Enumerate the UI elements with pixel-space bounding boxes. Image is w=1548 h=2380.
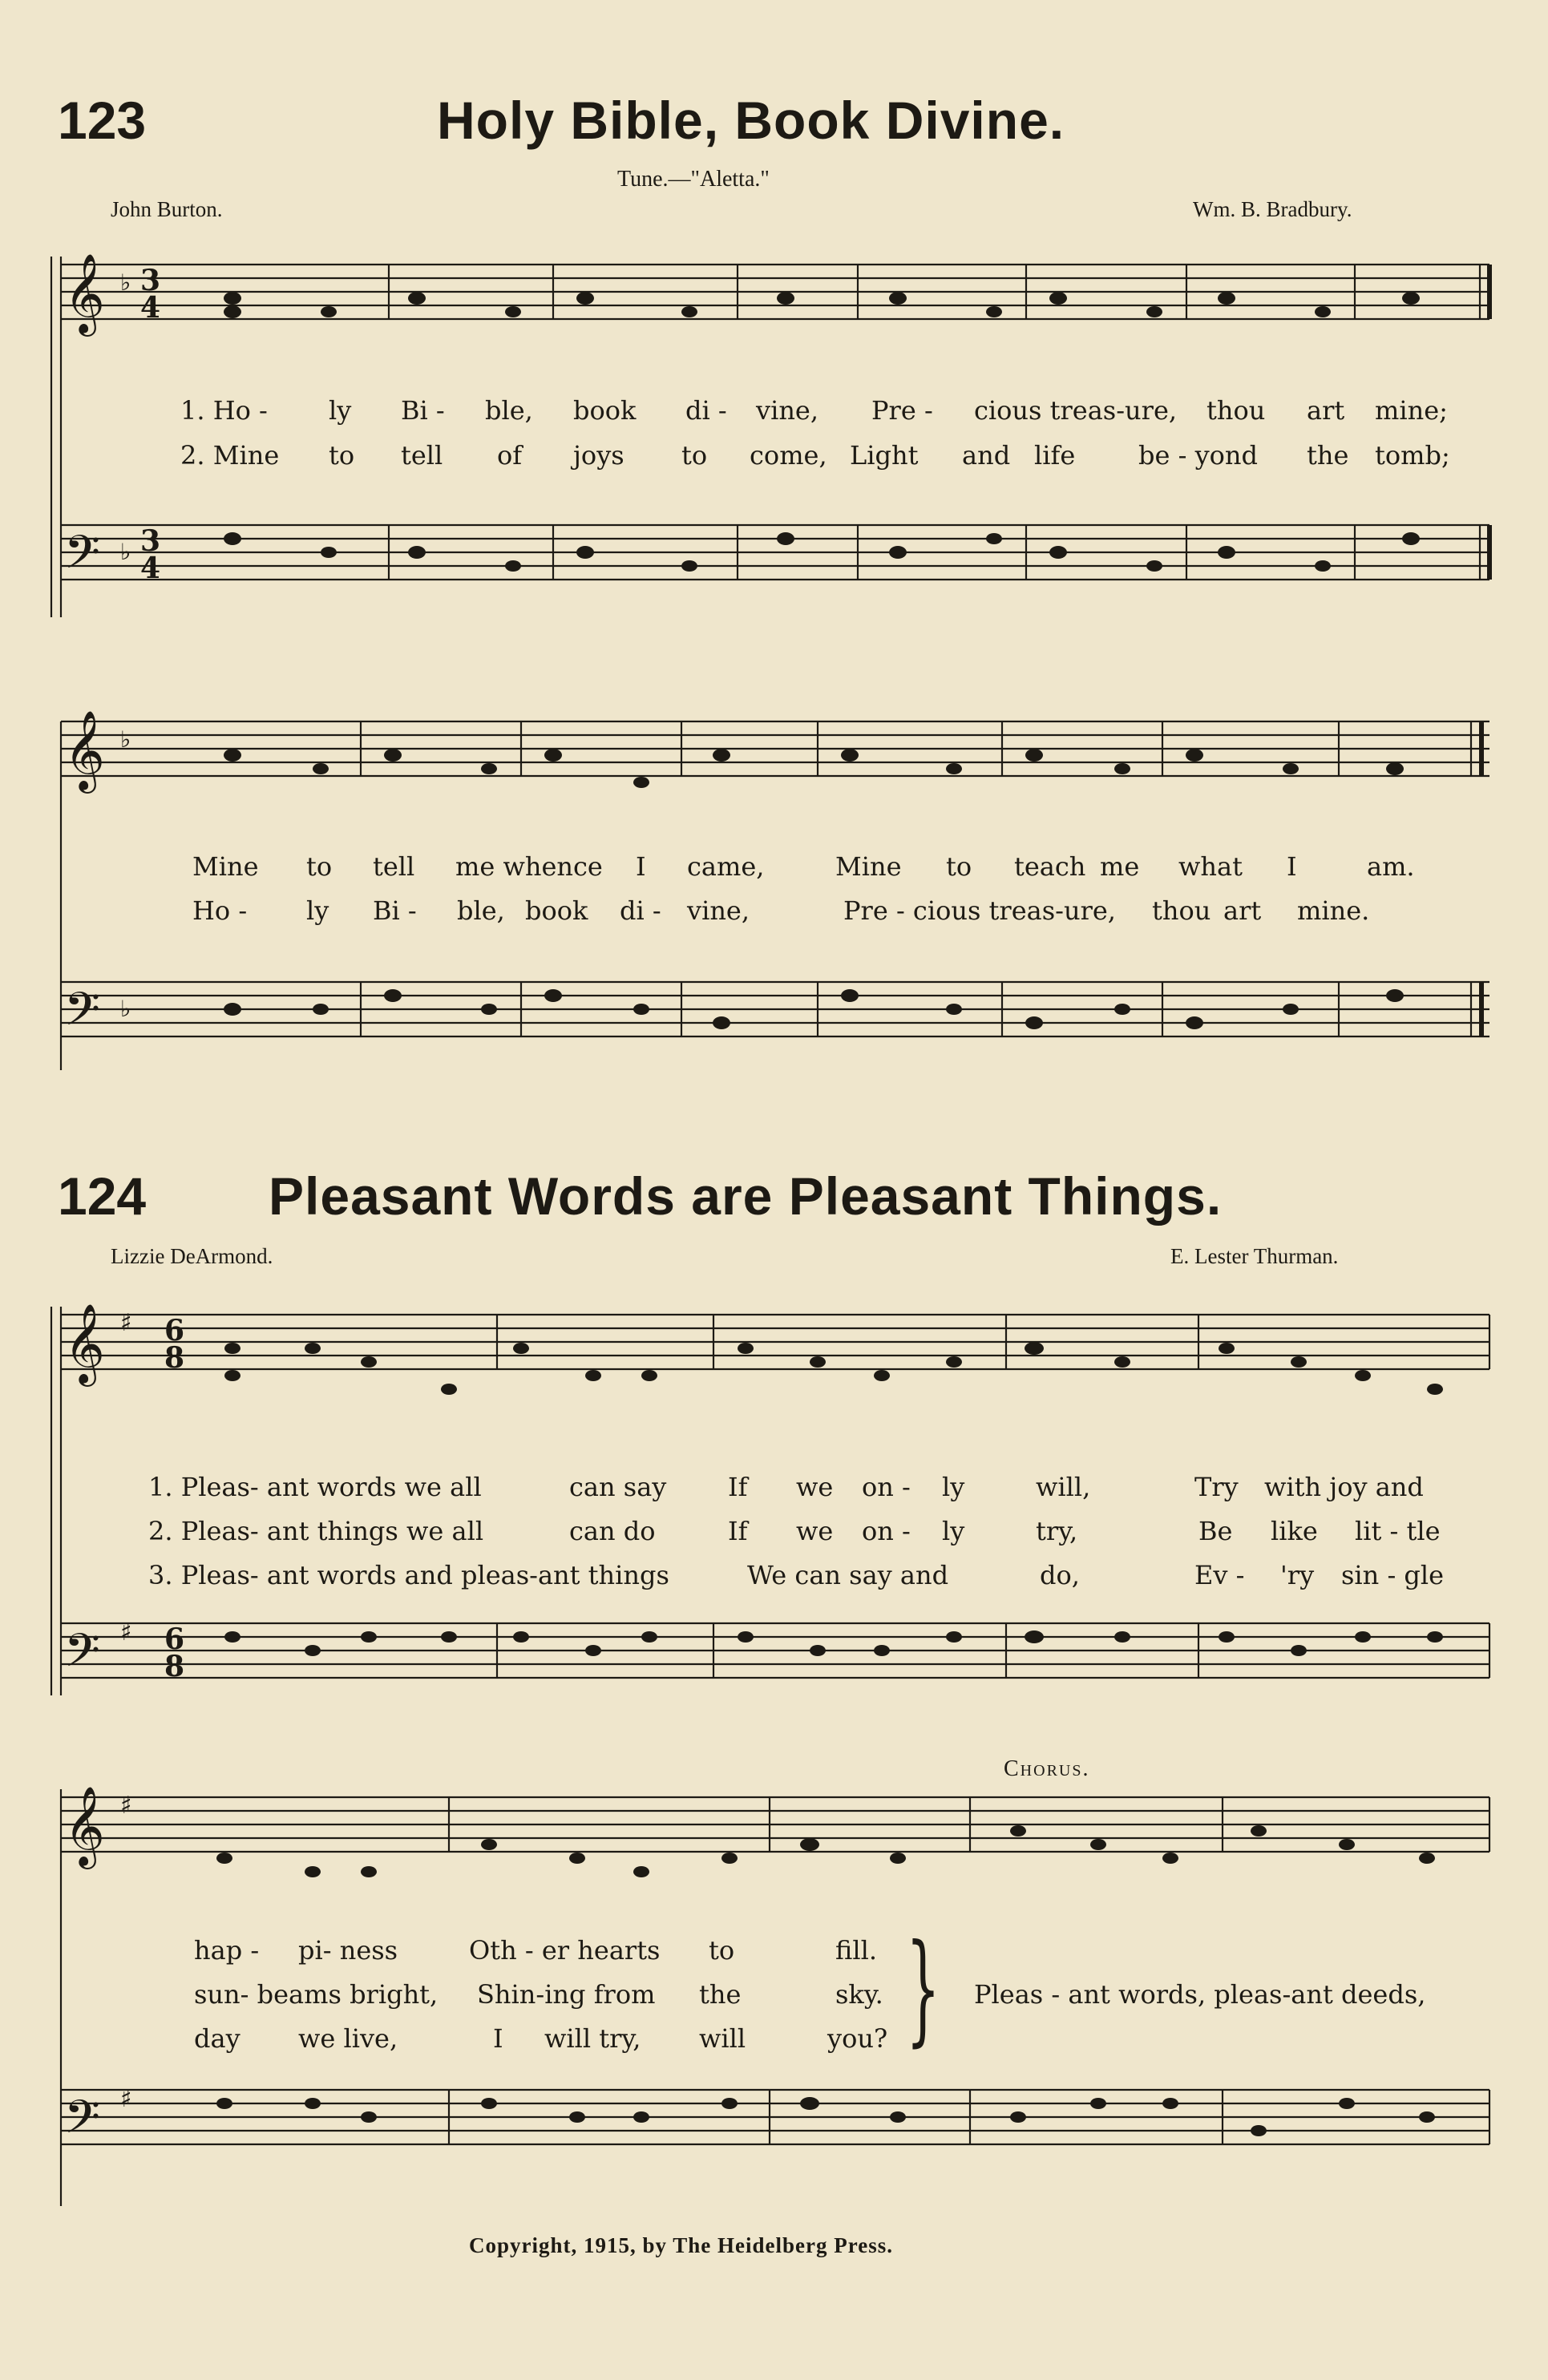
lyric: cious treas-ure,: [974, 395, 1178, 426]
svg-text:𝄢: 𝄢: [64, 982, 101, 1048]
lyric: 1. Pleas- ant words we all: [148, 1472, 482, 1502]
hymn124-score-system-1: [0, 1283, 1548, 1731]
lyric: Ev -: [1194, 1560, 1245, 1590]
lyric: the: [1307, 440, 1349, 471]
lyric: fill.: [835, 1935, 877, 1966]
lyric: 2. Pleas- ant things we all: [148, 1516, 484, 1546]
svg-text:♭: ♭: [120, 539, 131, 565]
lyric: to: [329, 440, 355, 471]
svg-text:♯: ♯: [120, 2085, 132, 2113]
lyric: you?: [827, 2023, 888, 2054]
lyric: Shin-ing from: [477, 1979, 656, 2010]
lyric: hap -: [194, 1935, 260, 1966]
lyric: we live,: [298, 2023, 398, 2054]
svg-text:6: 6: [164, 1314, 185, 1348]
lyric: am.: [1367, 851, 1415, 882]
lyric: Light: [850, 440, 919, 471]
composer-credit: E. Lester Thurman.: [1170, 1244, 1339, 1268]
lyric: Pre -: [871, 395, 933, 426]
lyric: ble,: [485, 395, 533, 426]
svg-text:8: 8: [164, 1650, 185, 1683]
lyric: came,: [687, 851, 765, 882]
author-credit: John Burton.: [111, 197, 223, 221]
hymn-title: Pleasant Words are Pleasant Things.: [269, 1166, 1223, 1226]
svg-text:3: 3: [140, 264, 161, 297]
lyric: we: [796, 1472, 834, 1502]
hymn-title: Holy Bible, Book Divine.: [437, 91, 1065, 150]
svg-text:♭: ♭: [120, 726, 131, 753]
lyric: vine,: [687, 895, 750, 926]
lyric: what: [1178, 851, 1243, 882]
svg-text:♯: ♯: [120, 1618, 132, 1647]
lyric: of: [497, 440, 523, 471]
tune-name: Tune.—"Aletta.": [617, 167, 770, 192]
svg-text:𝄢: 𝄢: [64, 2090, 101, 2156]
lyric: be - yond: [1138, 440, 1259, 471]
lyric: to: [946, 851, 972, 882]
svg-text:𝄞: 𝄞: [64, 1786, 105, 1866]
svg-text:♯: ♯: [120, 1309, 132, 1337]
lyric: tomb;: [1375, 440, 1450, 471]
lyric: try,: [1036, 1516, 1078, 1546]
lyric: thou: [1206, 395, 1266, 426]
copyright-footer: Copyright, 1915, by The Heidelberg Press.: [469, 2233, 894, 2257]
lyric: I: [1287, 851, 1297, 882]
lyric: ly: [942, 1472, 965, 1502]
lyric: with joy and: [1264, 1472, 1424, 1502]
lyric: on -: [862, 1516, 911, 1546]
lyric: art: [1223, 895, 1262, 926]
lyric: 3. Pleas- ant words and pleas-ant things: [148, 1560, 669, 1590]
lyric: mine;: [1375, 395, 1448, 426]
composer-credit: Wm. B. Bradbury.: [1193, 197, 1352, 221]
svg-text:𝄞: 𝄞: [64, 1303, 105, 1384]
lyric: If: [728, 1472, 748, 1502]
lyric: 'ry: [1280, 1560, 1315, 1590]
lyric: like: [1271, 1516, 1318, 1546]
lyric: Oth - er hearts: [469, 1935, 661, 1966]
svg-text:𝄞: 𝄞: [64, 253, 105, 333]
lyric: Be: [1198, 1516, 1233, 1546]
svg-text:8: 8: [164, 1341, 185, 1375]
lyric: can do: [569, 1516, 656, 1546]
lyric: the: [699, 1979, 742, 2010]
lyric: thou: [1152, 895, 1211, 926]
svg-text:♯: ♯: [120, 1792, 132, 1820]
svg-text:𝄢: 𝄢: [64, 525, 101, 591]
lyric: come,: [750, 440, 827, 471]
lyric: We can say and: [747, 1560, 949, 1590]
svg-text:4: 4: [140, 552, 161, 585]
hymn-number: 123: [58, 91, 147, 150]
lyric: to: [681, 440, 708, 471]
lyric: Bi -: [373, 895, 417, 926]
lyric: ly: [329, 395, 352, 426]
svg-text:3: 3: [140, 524, 161, 558]
lyric: 1. Ho -: [180, 395, 268, 426]
lyric: Pre - cious treas-ure,: [843, 895, 1116, 926]
lyric: lit - tle: [1355, 1516, 1441, 1546]
lyric: teach: [1014, 851, 1086, 882]
lyric: and: [962, 440, 1011, 471]
chorus-line: Pleas - ant words, pleas-ant deeds,: [974, 1979, 1426, 2010]
lyric: Mine: [835, 851, 902, 882]
chorus-label: Chorus.: [1004, 1756, 1090, 1781]
lyric: ly: [306, 895, 329, 926]
lyric: Ho -: [192, 895, 248, 926]
lyric: tell: [401, 440, 443, 471]
lyric: Bi -: [401, 395, 445, 426]
lyric: to: [306, 851, 333, 882]
lyric: we: [796, 1516, 834, 1546]
lyric: Try: [1194, 1472, 1239, 1502]
svg-text:𝄢: 𝄢: [64, 1623, 101, 1689]
lyric: joys: [573, 440, 624, 471]
lyric: Mine: [192, 851, 259, 882]
lyric: do,: [1040, 1560, 1080, 1590]
lyric: life: [1034, 440, 1076, 471]
svg-text:6: 6: [164, 1622, 185, 1656]
verse-brace: }: [906, 1919, 940, 2059]
lyric: book: [525, 895, 588, 926]
svg-text:♭: ♭: [120, 996, 131, 1022]
lyric: pi- ness: [298, 1935, 398, 1966]
lyric: on -: [862, 1472, 911, 1502]
hymn-number: 124: [58, 1166, 147, 1226]
lyric: I: [493, 2023, 503, 2054]
lyric: tell: [373, 851, 415, 882]
lyric: can say: [569, 1472, 667, 1502]
lyric: will,: [1036, 1472, 1091, 1502]
lyric: 2. Mine: [180, 440, 280, 471]
lyric: sin - gle: [1341, 1560, 1445, 1590]
lyric: I: [636, 851, 646, 882]
lyric: me whence: [455, 851, 603, 882]
svg-text:𝄞: 𝄞: [64, 710, 105, 790]
lyric: mine.: [1297, 895, 1370, 926]
lyric: di -: [620, 895, 661, 926]
svg-text:♭: ♭: [120, 269, 131, 296]
lyric: sun- beams bright,: [194, 1979, 439, 2010]
lyric: art: [1307, 395, 1345, 426]
lyric: me: [1100, 851, 1140, 882]
lyric: di -: [685, 395, 727, 426]
lyric: sky.: [835, 1979, 883, 2010]
lyric: ble,: [457, 895, 505, 926]
author-credit: Lizzie DeArmond.: [111, 1244, 273, 1268]
lyric: will try,: [544, 2023, 641, 2054]
lyric: book: [573, 395, 637, 426]
lyric: vine,: [756, 395, 819, 426]
svg-text:4: 4: [140, 291, 161, 325]
lyric: day: [194, 2023, 240, 2054]
lyric: If: [728, 1516, 748, 1546]
lyric: will: [699, 2023, 746, 2054]
lyric: to: [709, 1935, 735, 1966]
lyric: ly: [942, 1516, 965, 1546]
